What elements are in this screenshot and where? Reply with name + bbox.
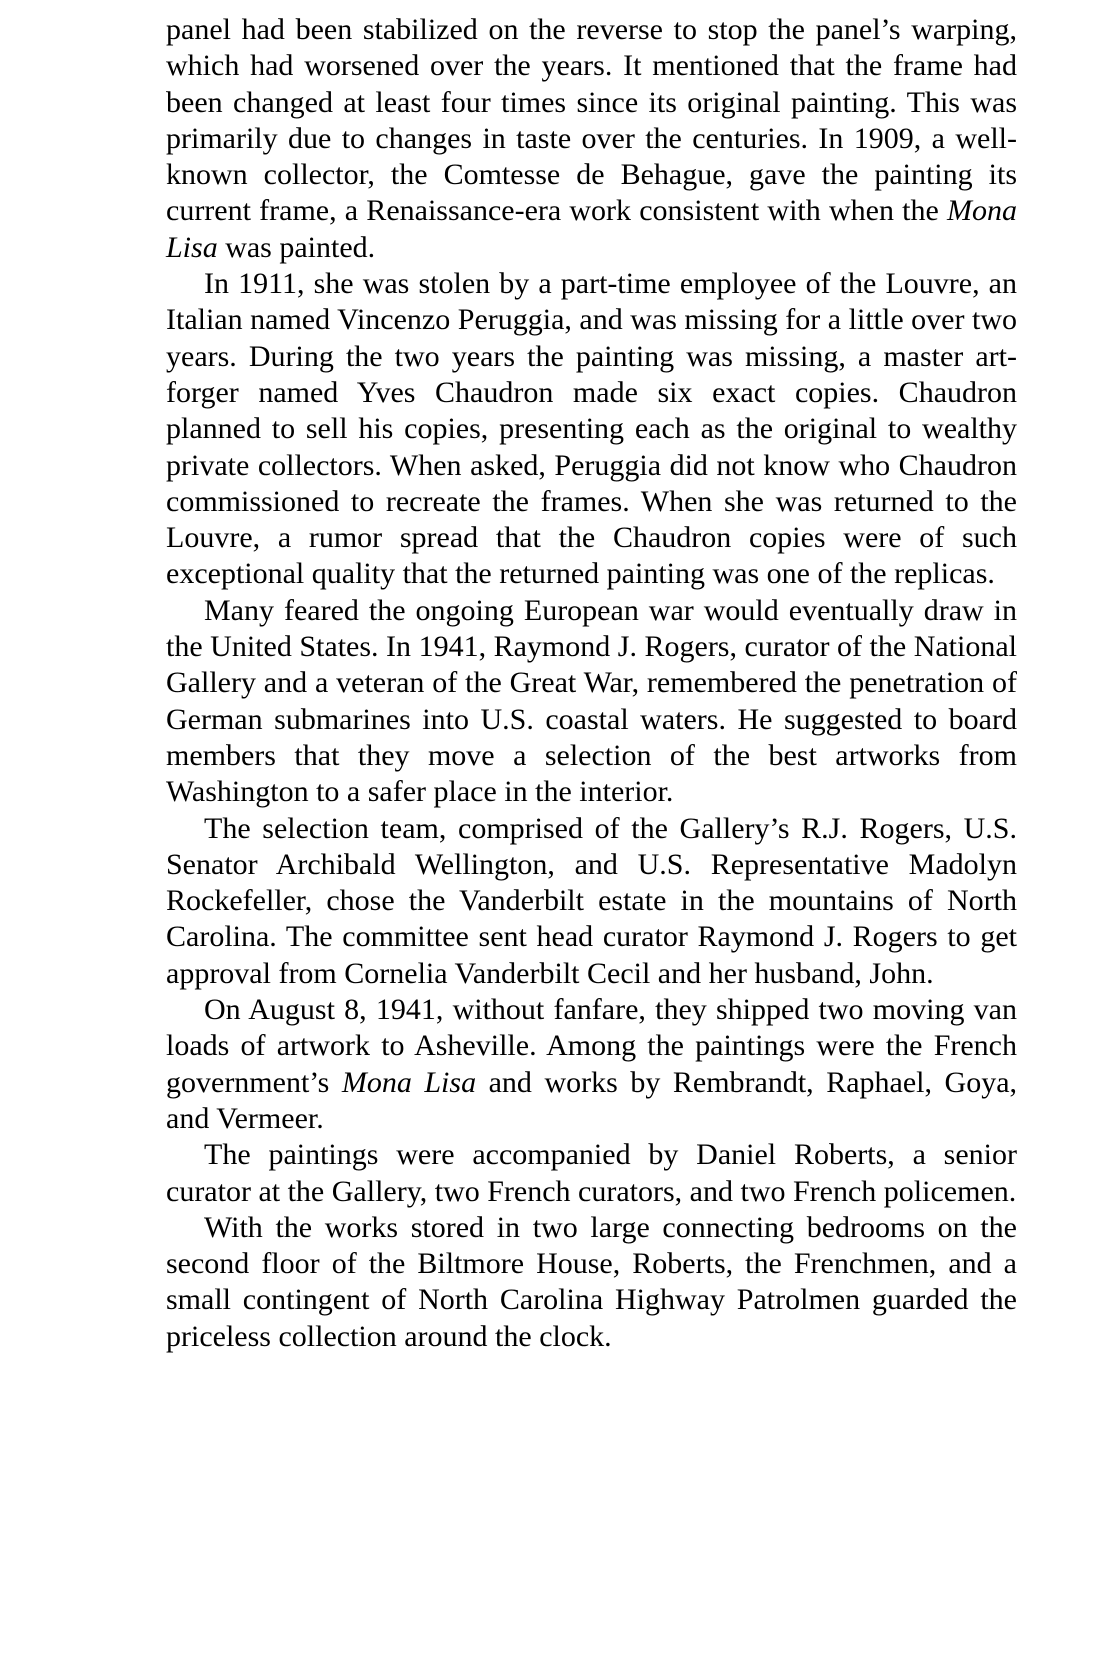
paragraph <box>166 992 1017 1137</box>
text-segment: Many feared the ongoing European war would eventually draw in the United States. In 1941, Raymond J. Rogers, curator of the National Gallery and a veteran of the Great War, remembered the penetration of German submarines into U.S. coastal waters. He suggested to board members that they move a selection of the best artworks from Washington to a safer place in the interior. <box>166 593 1017 809</box>
text-segment: was painted. <box>217 230 376 264</box>
italic-artwork-title: Mona Lisa <box>166 194 1017 264</box>
text-segment: panel had been stabilized on the reverse to stop the panel’s warping, which had worsened over the years. It mentioned that the frame had been changed at least four times since its original painting. This was primarily due to changes in taste over the centuries. In 1909, a well-known collector, the Comtesse de Behague, gave the painting its current frame, a Renaissance-era work consistent with when the <box>166 13 1017 228</box>
text-segment: The selection team, comprised of the Gallery’s R.J. Rogers, U.S. Senator Archibald Wellington, and U.S. Representative Madolyn Rockefeller, chose the Vanderbilt estate in the mountains of North Carolina. The committee sent head curator Raymond J. Rogers to get approval from Cornelia Vanderbilt Cecil and her husband, John. <box>166 811 1017 990</box>
paragraph <box>166 811 1017 992</box>
paragraph <box>166 12 1017 266</box>
paragraph <box>166 1137 1017 1210</box>
text-segment: In 1911, she was stolen by a part-time employee of the Louvre, an Italian named Vincenzo Peruggia, and was missing for a little over two years. During the two years the painting was missing, a master art-forger named Yves Chaudron made six exact copies. Chaudron planned to sell his copies, presenting each as the original to wealthy private collectors. When asked, Peruggia did not know who Chaudron commissioned to recreate the frames. When she was returned to the Louvre, a rumor spread that the Chaudron copies were of such exceptional quality that the returned painting was one of the replicas. <box>166 267 1017 591</box>
text-segment: On August 8, 1941, without fanfare, they shipped two moving van loads of artwork to Asheville. Among the paintings were the French government’s <box>166 993 1017 1099</box>
paragraph <box>166 266 1017 593</box>
text-segment: The paintings were accompanied by Daniel Roberts, a senior curator at the Gallery, two French curators, and two French policemen. <box>166 1138 1017 1208</box>
italic-artwork-title: Mona Lisa <box>341 1065 477 1099</box>
text-segment: and works by Rembrandt, Raphael, Goya, and Vermeer. <box>166 1065 1018 1135</box>
page-text <box>166 12 1017 1355</box>
paragraph <box>166 1210 1017 1355</box>
paragraph <box>166 593 1017 811</box>
text-segment: With the works stored in two large connecting bedrooms on the second floor of the Biltmore House, Roberts, the Frenchmen, and a small contingent of North Carolina Highway Patrolmen guarded the priceless collection around the clock. <box>166 1210 1017 1353</box>
